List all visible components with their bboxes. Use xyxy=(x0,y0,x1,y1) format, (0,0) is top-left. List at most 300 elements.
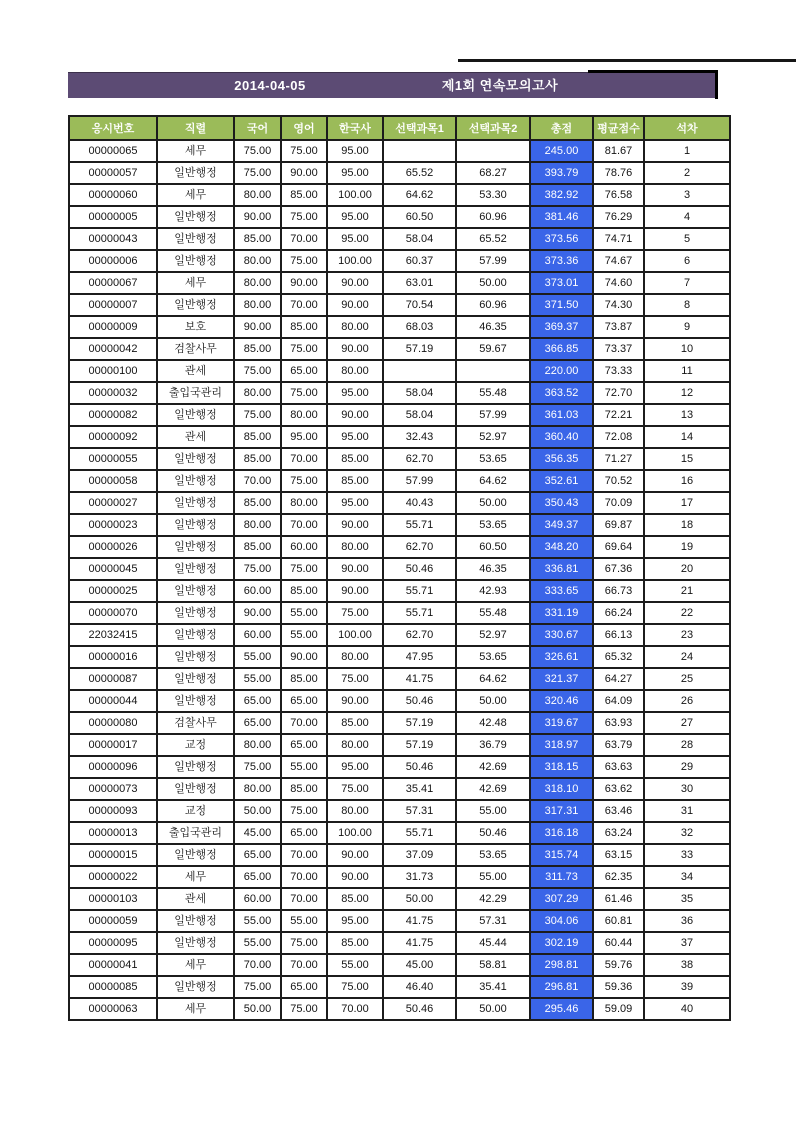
cell-history: 95.00 xyxy=(327,756,383,778)
cell-average: 61.46 xyxy=(593,888,644,910)
cell-korean: 80.00 xyxy=(234,250,281,272)
cell-total: 318.15 xyxy=(530,756,593,778)
table-row xyxy=(69,316,730,338)
cell-korean: 60.00 xyxy=(234,580,281,602)
cell-category: 세무 xyxy=(157,954,234,976)
cell-elective1: 64.62 xyxy=(383,184,456,206)
cell-elective2: 53.65 xyxy=(456,646,530,668)
cell-elective2: 58.81 xyxy=(456,954,530,976)
table-row xyxy=(69,712,730,734)
cell-elective1: 45.00 xyxy=(383,954,456,976)
cell-category: 세무 xyxy=(157,184,234,206)
cell-elective1: 63.01 xyxy=(383,272,456,294)
cell-english: 85.00 xyxy=(281,668,327,690)
cell-average: 81.67 xyxy=(593,140,644,162)
cell-total: 326.61 xyxy=(530,646,593,668)
exam-title: 제1회 연속모의고사 xyxy=(441,78,559,93)
cell-elective1: 57.99 xyxy=(383,470,456,492)
cell-english: 70.00 xyxy=(281,514,327,536)
cell-total: 373.36 xyxy=(530,250,593,272)
cell-english: 70.00 xyxy=(281,712,327,734)
cell-average: 73.33 xyxy=(593,360,644,382)
cell-exam-no: 00000080 xyxy=(69,712,157,734)
cell-category: 일반행정 xyxy=(157,602,234,624)
cell-history: 80.00 xyxy=(327,734,383,756)
cell-average: 64.27 xyxy=(593,668,644,690)
table-row xyxy=(69,976,730,998)
cell-elective1: 57.31 xyxy=(383,800,456,822)
cell-category: 일반행정 xyxy=(157,976,234,998)
cell-korean: 55.00 xyxy=(234,910,281,932)
cell-elective2: 60.96 xyxy=(456,206,530,228)
cell-korean: 80.00 xyxy=(234,734,281,756)
cell-total: 318.10 xyxy=(530,778,593,800)
cell-category: 관세 xyxy=(157,426,234,448)
cell-rank: 19 xyxy=(644,536,730,558)
cell-elective2: 50.00 xyxy=(456,492,530,514)
cell-elective1: 62.70 xyxy=(383,536,456,558)
cell-category: 일반행정 xyxy=(157,294,234,316)
table-row xyxy=(69,140,730,162)
cell-exam-no: 00000044 xyxy=(69,690,157,712)
cell-rank: 12 xyxy=(644,382,730,404)
cell-history: 90.00 xyxy=(327,580,383,602)
cell-rank: 1 xyxy=(644,140,730,162)
cell-korean: 85.00 xyxy=(234,228,281,250)
header-average: 평균점수 xyxy=(593,116,644,140)
cell-history: 90.00 xyxy=(327,866,383,888)
cell-rank: 3 xyxy=(644,184,730,206)
cell-exam-no: 00000022 xyxy=(69,866,157,888)
cell-english: 75.00 xyxy=(281,470,327,492)
cell-elective1: 57.19 xyxy=(383,712,456,734)
cell-category: 일반행정 xyxy=(157,932,234,954)
cell-average: 59.09 xyxy=(593,998,644,1020)
cell-rank: 39 xyxy=(644,976,730,998)
cell-total: 393.79 xyxy=(530,162,593,184)
cell-elective2: 50.00 xyxy=(456,272,530,294)
cell-elective2: 57.31 xyxy=(456,910,530,932)
cell-rank: 23 xyxy=(644,624,730,646)
cell-history: 85.00 xyxy=(327,470,383,492)
cell-english: 75.00 xyxy=(281,932,327,954)
cell-rank: 26 xyxy=(644,690,730,712)
table-row xyxy=(69,228,730,250)
cell-korean: 90.00 xyxy=(234,316,281,338)
table-row xyxy=(69,184,730,206)
cell-history: 75.00 xyxy=(327,602,383,624)
cell-elective2: 55.00 xyxy=(456,800,530,822)
cell-elective2: 42.69 xyxy=(456,778,530,800)
cell-exam-no: 00000058 xyxy=(69,470,157,492)
table-row xyxy=(69,822,730,844)
cell-elective2: 35.41 xyxy=(456,976,530,998)
cell-history: 95.00 xyxy=(327,426,383,448)
cell-average: 64.09 xyxy=(593,690,644,712)
cell-korean: 75.00 xyxy=(234,162,281,184)
cell-english: 90.00 xyxy=(281,162,327,184)
cell-english: 80.00 xyxy=(281,492,327,514)
cell-category: 교정 xyxy=(157,800,234,822)
cell-history: 70.00 xyxy=(327,998,383,1020)
cell-category: 출입국관리 xyxy=(157,382,234,404)
cell-korean: 90.00 xyxy=(234,602,281,624)
cell-elective1: 32.43 xyxy=(383,426,456,448)
cell-history: 100.00 xyxy=(327,184,383,206)
cell-category: 세무 xyxy=(157,272,234,294)
header-history: 한국사 xyxy=(327,116,383,140)
cell-elective1: 55.71 xyxy=(383,580,456,602)
cell-english: 75.00 xyxy=(281,998,327,1020)
cell-category: 검찰사무 xyxy=(157,338,234,360)
cell-history: 80.00 xyxy=(327,536,383,558)
cell-elective2: 52.97 xyxy=(456,426,530,448)
cell-history: 75.00 xyxy=(327,668,383,690)
cell-history: 85.00 xyxy=(327,712,383,734)
cell-english: 65.00 xyxy=(281,360,327,382)
cell-english: 65.00 xyxy=(281,822,327,844)
cell-history: 75.00 xyxy=(327,778,383,800)
cell-rank: 29 xyxy=(644,756,730,778)
cell-total: 352.61 xyxy=(530,470,593,492)
cell-history: 95.00 xyxy=(327,162,383,184)
cell-elective2: 55.48 xyxy=(456,382,530,404)
table-row xyxy=(69,360,730,382)
cell-average: 59.76 xyxy=(593,954,644,976)
cell-category: 일반행정 xyxy=(157,470,234,492)
table-row xyxy=(69,998,730,1020)
cell-korean: 90.00 xyxy=(234,206,281,228)
header-exam-no: 응시번호 xyxy=(69,116,157,140)
cell-total: 381.46 xyxy=(530,206,593,228)
cell-elective2: 42.69 xyxy=(456,756,530,778)
cell-exam-no: 00000042 xyxy=(69,338,157,360)
cell-average: 72.08 xyxy=(593,426,644,448)
cell-rank: 15 xyxy=(644,448,730,470)
cell-total: 321.37 xyxy=(530,668,593,690)
cell-rank: 40 xyxy=(644,998,730,1020)
cell-korean: 75.00 xyxy=(234,558,281,580)
cell-rank: 10 xyxy=(644,338,730,360)
cell-elective2: 55.00 xyxy=(456,866,530,888)
cell-elective1: 41.75 xyxy=(383,910,456,932)
cell-average: 74.60 xyxy=(593,272,644,294)
cell-total: 330.67 xyxy=(530,624,593,646)
table-row xyxy=(69,382,730,404)
cell-korean: 65.00 xyxy=(234,844,281,866)
cell-history: 95.00 xyxy=(327,140,383,162)
cell-elective1: 55.71 xyxy=(383,822,456,844)
cell-elective2 xyxy=(456,140,530,162)
cell-rank: 36 xyxy=(644,910,730,932)
cell-rank: 24 xyxy=(644,646,730,668)
cell-elective1: 55.71 xyxy=(383,602,456,624)
cell-exam-no: 00000096 xyxy=(69,756,157,778)
cell-total: 320.46 xyxy=(530,690,593,712)
cell-english: 75.00 xyxy=(281,338,327,360)
cell-rank: 5 xyxy=(644,228,730,250)
cell-history: 95.00 xyxy=(327,492,383,514)
cell-elective1: 50.46 xyxy=(383,756,456,778)
cell-average: 78.76 xyxy=(593,162,644,184)
cell-total: 302.19 xyxy=(530,932,593,954)
cell-english: 80.00 xyxy=(281,404,327,426)
cell-average: 59.36 xyxy=(593,976,644,998)
cell-history: 95.00 xyxy=(327,228,383,250)
cell-average: 69.87 xyxy=(593,514,644,536)
header-rank: 석차 xyxy=(644,116,730,140)
cell-average: 63.62 xyxy=(593,778,644,800)
cell-history: 85.00 xyxy=(327,448,383,470)
cell-history: 100.00 xyxy=(327,624,383,646)
cell-exam-no: 00000013 xyxy=(69,822,157,844)
cell-rank: 17 xyxy=(644,492,730,514)
table-row xyxy=(69,932,730,954)
title-bar-accent-border xyxy=(588,70,718,99)
cell-average: 76.29 xyxy=(593,206,644,228)
cell-elective1: 47.95 xyxy=(383,646,456,668)
cell-exam-no: 00000093 xyxy=(69,800,157,822)
cell-rank: 8 xyxy=(644,294,730,316)
cell-average: 63.63 xyxy=(593,756,644,778)
cell-history: 90.00 xyxy=(327,272,383,294)
cell-english: 95.00 xyxy=(281,426,327,448)
cell-elective2: 52.97 xyxy=(456,624,530,646)
cell-average: 60.81 xyxy=(593,910,644,932)
cell-rank: 16 xyxy=(644,470,730,492)
cell-rank: 18 xyxy=(644,514,730,536)
cell-category: 일반행정 xyxy=(157,448,234,470)
cell-english: 75.00 xyxy=(281,250,327,272)
cell-average: 74.67 xyxy=(593,250,644,272)
cell-category: 일반행정 xyxy=(157,536,234,558)
cell-history: 85.00 xyxy=(327,888,383,910)
cell-elective2: 53.65 xyxy=(456,448,530,470)
table-body xyxy=(69,140,730,1020)
cell-rank: 13 xyxy=(644,404,730,426)
cell-category: 출입국관리 xyxy=(157,822,234,844)
cell-korean: 75.00 xyxy=(234,140,281,162)
table-row xyxy=(69,690,730,712)
cell-average: 71.27 xyxy=(593,448,644,470)
cell-exam-no: 00000055 xyxy=(69,448,157,470)
cell-english: 70.00 xyxy=(281,866,327,888)
cell-english: 70.00 xyxy=(281,844,327,866)
cell-english: 85.00 xyxy=(281,778,327,800)
cell-average: 63.46 xyxy=(593,800,644,822)
table-row xyxy=(69,866,730,888)
cell-korean: 80.00 xyxy=(234,272,281,294)
cell-total: 245.00 xyxy=(530,140,593,162)
table-row xyxy=(69,206,730,228)
cell-elective2: 42.93 xyxy=(456,580,530,602)
cell-korean: 85.00 xyxy=(234,426,281,448)
cell-rank: 35 xyxy=(644,888,730,910)
cell-category: 관세 xyxy=(157,360,234,382)
cell-korean: 80.00 xyxy=(234,294,281,316)
cell-category: 검찰사무 xyxy=(157,712,234,734)
table-row xyxy=(69,910,730,932)
cell-elective1: 55.71 xyxy=(383,514,456,536)
table-row xyxy=(69,624,730,646)
cell-korean: 80.00 xyxy=(234,514,281,536)
cell-english: 65.00 xyxy=(281,690,327,712)
cell-exam-no: 00000009 xyxy=(69,316,157,338)
cell-elective2: 50.00 xyxy=(456,690,530,712)
cell-exam-no: 00000032 xyxy=(69,382,157,404)
cell-history: 85.00 xyxy=(327,932,383,954)
cell-rank: 32 xyxy=(644,822,730,844)
cell-rank: 20 xyxy=(644,558,730,580)
header-korean: 국어 xyxy=(234,116,281,140)
cell-elective1: 57.19 xyxy=(383,734,456,756)
cell-elective1: 41.75 xyxy=(383,932,456,954)
cell-total: 331.19 xyxy=(530,602,593,624)
cell-elective2: 60.96 xyxy=(456,294,530,316)
cell-rank: 4 xyxy=(644,206,730,228)
cell-elective2: 42.29 xyxy=(456,888,530,910)
table-row xyxy=(69,756,730,778)
cell-average: 70.52 xyxy=(593,470,644,492)
cell-history: 90.00 xyxy=(327,338,383,360)
cell-history: 80.00 xyxy=(327,646,383,668)
cell-category: 일반행정 xyxy=(157,492,234,514)
cell-rank: 34 xyxy=(644,866,730,888)
cell-average: 73.87 xyxy=(593,316,644,338)
cell-elective2: 46.35 xyxy=(456,316,530,338)
cell-korean: 60.00 xyxy=(234,624,281,646)
table-row xyxy=(69,492,730,514)
table-row xyxy=(69,294,730,316)
cell-average: 65.32 xyxy=(593,646,644,668)
cell-rank: 2 xyxy=(644,162,730,184)
cell-category: 일반행정 xyxy=(157,646,234,668)
top-border-line xyxy=(458,59,796,62)
cell-rank: 21 xyxy=(644,580,730,602)
cell-english: 60.00 xyxy=(281,536,327,558)
cell-category: 세무 xyxy=(157,140,234,162)
cell-exam-no: 00000067 xyxy=(69,272,157,294)
cell-korean: 75.00 xyxy=(234,404,281,426)
cell-elective1: 65.52 xyxy=(383,162,456,184)
cell-total: 349.37 xyxy=(530,514,593,536)
cell-rank: 38 xyxy=(644,954,730,976)
cell-korean: 85.00 xyxy=(234,492,281,514)
cell-elective2: 60.50 xyxy=(456,536,530,558)
cell-elective2: 55.48 xyxy=(456,602,530,624)
cell-exam-no: 00000092 xyxy=(69,426,157,448)
cell-english: 55.00 xyxy=(281,756,327,778)
cell-history: 95.00 xyxy=(327,910,383,932)
cell-english: 75.00 xyxy=(281,558,327,580)
exam-date: 2014-04-05 xyxy=(234,78,306,93)
cell-total: 371.50 xyxy=(530,294,593,316)
table-row xyxy=(69,668,730,690)
cell-rank: 11 xyxy=(644,360,730,382)
cell-english: 75.00 xyxy=(281,206,327,228)
cell-total: 304.06 xyxy=(530,910,593,932)
cell-total: 348.20 xyxy=(530,536,593,558)
cell-category: 일반행정 xyxy=(157,756,234,778)
cell-korean: 75.00 xyxy=(234,976,281,998)
cell-english: 70.00 xyxy=(281,888,327,910)
cell-average: 66.73 xyxy=(593,580,644,602)
cell-exam-no: 00000065 xyxy=(69,140,157,162)
table-row xyxy=(69,338,730,360)
cell-english: 55.00 xyxy=(281,624,327,646)
cell-english: 75.00 xyxy=(281,382,327,404)
cell-average: 73.37 xyxy=(593,338,644,360)
header-row xyxy=(69,116,730,140)
cell-korean: 80.00 xyxy=(234,382,281,404)
cell-total: 296.81 xyxy=(530,976,593,998)
cell-exam-no: 00000015 xyxy=(69,844,157,866)
cell-elective2: 64.62 xyxy=(456,470,530,492)
cell-total: 315.74 xyxy=(530,844,593,866)
cell-exam-no: 00000043 xyxy=(69,228,157,250)
cell-elective1: 37.09 xyxy=(383,844,456,866)
cell-category: 교정 xyxy=(157,734,234,756)
cell-average: 76.58 xyxy=(593,184,644,206)
cell-exam-no: 00000100 xyxy=(69,360,157,382)
cell-history: 90.00 xyxy=(327,294,383,316)
cell-elective2: 57.99 xyxy=(456,250,530,272)
cell-elective1: 50.46 xyxy=(383,998,456,1020)
table-row xyxy=(69,778,730,800)
cell-korean: 55.00 xyxy=(234,932,281,954)
table-row xyxy=(69,954,730,976)
table-row xyxy=(69,800,730,822)
cell-elective2 xyxy=(456,360,530,382)
header-elective1: 선택과목1 xyxy=(383,116,456,140)
cell-exam-no: 00000045 xyxy=(69,558,157,580)
cell-english: 65.00 xyxy=(281,734,327,756)
cell-category: 일반행정 xyxy=(157,206,234,228)
cell-korean: 75.00 xyxy=(234,756,281,778)
cell-elective1 xyxy=(383,360,456,382)
cell-history: 55.00 xyxy=(327,954,383,976)
cell-history: 75.00 xyxy=(327,976,383,998)
cell-korean: 70.00 xyxy=(234,470,281,492)
cell-rank: 6 xyxy=(644,250,730,272)
cell-total: 363.52 xyxy=(530,382,593,404)
cell-total: 319.67 xyxy=(530,712,593,734)
cell-history: 95.00 xyxy=(327,382,383,404)
cell-total: 356.35 xyxy=(530,448,593,470)
cell-elective2: 36.79 xyxy=(456,734,530,756)
cell-exam-no: 00000005 xyxy=(69,206,157,228)
cell-english: 70.00 xyxy=(281,294,327,316)
cell-category: 일반행정 xyxy=(157,228,234,250)
table-row xyxy=(69,646,730,668)
cell-average: 74.71 xyxy=(593,228,644,250)
cell-average: 63.79 xyxy=(593,734,644,756)
cell-rank: 7 xyxy=(644,272,730,294)
cell-category: 세무 xyxy=(157,866,234,888)
cell-rank: 28 xyxy=(644,734,730,756)
cell-elective1: 60.37 xyxy=(383,250,456,272)
cell-category: 일반행정 xyxy=(157,580,234,602)
cell-total: 318.97 xyxy=(530,734,593,756)
cell-exam-no: 00000082 xyxy=(69,404,157,426)
cell-history: 90.00 xyxy=(327,558,383,580)
header-category: 직렬 xyxy=(157,116,234,140)
cell-exam-no: 00000073 xyxy=(69,778,157,800)
cell-total: 316.18 xyxy=(530,822,593,844)
table-row xyxy=(69,558,730,580)
cell-exam-no: 00000007 xyxy=(69,294,157,316)
cell-average: 72.70 xyxy=(593,382,644,404)
